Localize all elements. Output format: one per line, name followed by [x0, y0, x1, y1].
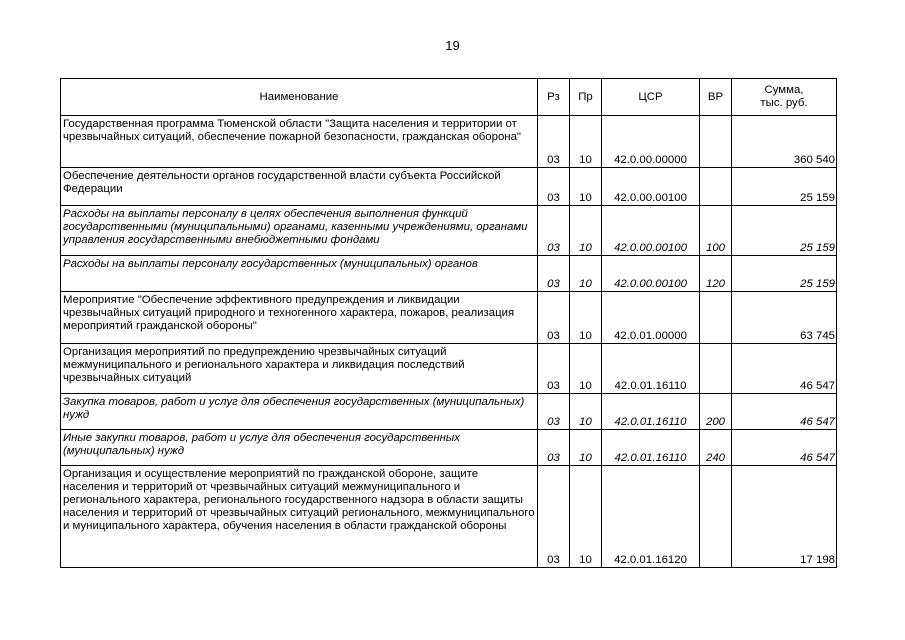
table-row	[61, 206, 837, 256]
row-rz-cell: 03	[538, 430, 570, 466]
table-row	[61, 466, 837, 568]
header-csr: ЦСР	[602, 79, 700, 116]
row-pr-cell: 10	[570, 430, 602, 466]
table-row	[61, 116, 837, 168]
row-vr-cell: 240	[700, 430, 732, 466]
row-vr-cell	[700, 466, 732, 568]
row-sum-cell: 46 547	[732, 344, 837, 394]
row-name-cell: Иные закупки товаров, работ и услуг для обеспечения государственных (муниципальных) нужд	[61, 430, 538, 466]
row-sum-cell: 46 547	[732, 430, 837, 466]
table-row	[61, 292, 837, 344]
table-row	[61, 430, 837, 466]
row-pr-cell: 10	[570, 116, 602, 168]
row-csr-cell: 42.0.01.16110	[602, 394, 700, 430]
row-name-cell: Организация и осуществление мероприятий по гражданской обороне, защите населения и территорий от чрезвычайных ситуаций межмуниципального и регионального характера, регионального государственного надзора в области защиты населения и территорий от чрезвычайных ситуаций регионального, межмуниципального и муниципального характера, обучения населения в области гражданской обороны	[61, 466, 538, 568]
row-pr-cell: 10	[570, 168, 602, 206]
row-pr-cell: 10	[570, 206, 602, 256]
row-sum-cell: 360 540	[732, 116, 837, 168]
row-csr-cell: 42.0.01.16110	[602, 430, 700, 466]
row-csr-cell: 42.0.01.16110	[602, 344, 700, 394]
row-sum-cell: 25 159	[732, 168, 837, 206]
header-rz: Рз	[538, 79, 570, 116]
row-name-cell: Мероприятие "Обеспечение эффективного предупреждения и ликвидации чрезвычайных ситуаций природного и техногенного характера, пожаров, реализация мероприятий гражданской обороны"	[61, 292, 538, 344]
row-name-cell: Закупка товаров, работ и услуг для обеспечения государственных (муниципальных) нужд	[61, 394, 538, 430]
row-csr-cell: 42.0.01.00000	[602, 292, 700, 344]
row-vr-cell: 100	[700, 206, 732, 256]
row-pr-cell: 10	[570, 292, 602, 344]
table-row	[61, 256, 837, 292]
row-vr-cell: 200	[700, 394, 732, 430]
row-sum-cell: 17 198	[732, 466, 837, 568]
row-pr-cell: 10	[570, 256, 602, 292]
table-row	[61, 168, 837, 206]
row-vr-cell	[700, 344, 732, 394]
header-vr: ВР	[700, 79, 732, 116]
row-pr-cell: 10	[570, 466, 602, 568]
row-name-cell: Расходы на выплаты персоналу государственных (муниципальных) органов	[61, 256, 538, 292]
budget-table	[60, 78, 837, 568]
row-sum-cell: 46 547	[732, 394, 837, 430]
row-rz-cell: 03	[538, 466, 570, 568]
table-row	[61, 394, 837, 430]
header-sum-line2: тыс. руб.	[760, 97, 808, 109]
row-rz-cell: 03	[538, 168, 570, 206]
row-csr-cell: 42.0.00.00100	[602, 168, 700, 206]
row-name-cell: Обеспечение деятельности органов государственной власти субъекта Российской Федерации	[61, 168, 538, 206]
table-row	[61, 344, 837, 394]
header-pr: Пр	[570, 79, 602, 116]
row-pr-cell: 10	[570, 394, 602, 430]
row-name-cell: Расходы на выплаты персоналу в целях обеспечения выполнения функций государственными (муниципальными) органами, казенными учреждениями, органами управления государственными внебюджетными фондами	[61, 206, 538, 256]
row-sum-cell: 25 159	[732, 206, 837, 256]
row-csr-cell: 42.0.01.16120	[602, 466, 700, 568]
table-header-row	[61, 79, 837, 116]
header-name: Наименование	[61, 79, 538, 116]
row-name-cell: Организация мероприятий по предупреждению чрезвычайных ситуаций межмуниципального и регионального характера и ликвидация последствий чрезвычайных ситуаций	[61, 344, 538, 394]
row-vr-cell	[700, 292, 732, 344]
page-number: 19	[445, 38, 460, 53]
row-rz-cell: 03	[538, 256, 570, 292]
row-vr-cell: 120	[700, 256, 732, 292]
row-pr-cell: 10	[570, 344, 602, 394]
row-csr-cell: 42.0.00.00100	[602, 206, 700, 256]
table-body	[61, 116, 837, 568]
row-rz-cell: 03	[538, 394, 570, 430]
row-rz-cell: 03	[538, 116, 570, 168]
row-sum-cell: 63 745	[732, 292, 837, 344]
row-vr-cell	[700, 116, 732, 168]
row-sum-cell: 25 159	[732, 256, 837, 292]
header-sum	[732, 79, 837, 116]
row-csr-cell: 42.0.00.00000	[602, 116, 700, 168]
row-csr-cell: 42.0.00.00100	[602, 256, 700, 292]
header-sum-line1: Сумма,	[764, 84, 804, 96]
row-vr-cell	[700, 168, 732, 206]
row-rz-cell: 03	[538, 344, 570, 394]
row-rz-cell: 03	[538, 206, 570, 256]
row-name-cell: Государственная программа Тюменской области "Защита населения и территории от чрезвычайных ситуаций, обеспечение пожарной безопасности, гражданская оборона"	[61, 116, 538, 168]
row-rz-cell: 03	[538, 292, 570, 344]
